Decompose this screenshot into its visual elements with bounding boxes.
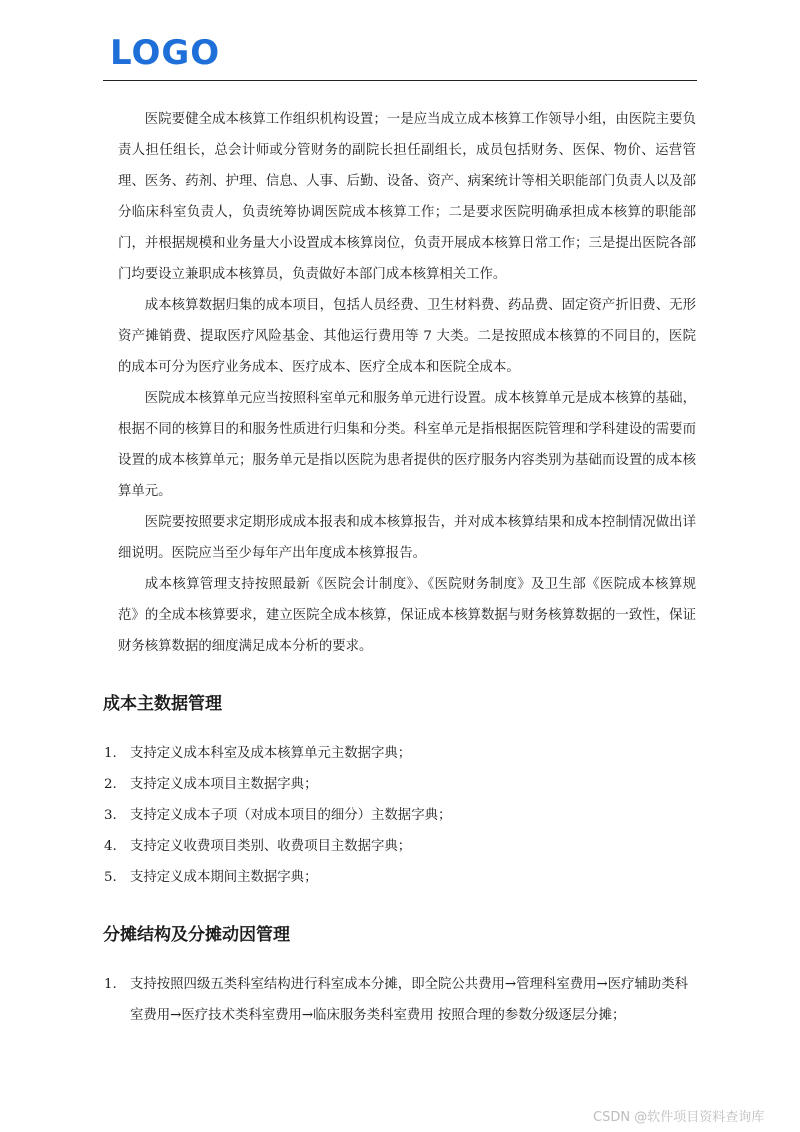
header-divider bbox=[103, 80, 697, 81]
list-item bbox=[104, 800, 696, 831]
section-list bbox=[104, 969, 696, 1031]
list-item-text: 支持按照四级五类科室结构进行科室成本分摊，即全院公共费用→管理科室费用→医疗辅助类科室费用→医疗技术类科室费用→临床服务类科室费用 按照合理的参数分级逐层分摊； bbox=[130, 977, 689, 1023]
list-item-text: 支持定义收费项目类别、收费项目主数据字典； bbox=[130, 839, 412, 854]
section-list bbox=[104, 738, 696, 893]
paragraph: 成本核算数据归集的成本项目，包括人员经费、卫生材料费、药品费、固定资产折旧费、无形资产摊销费、提取医疗风险基金、其他运行费用等 7 大类。二是按照成本核算的不同目的，医院的成本可分为医疗业务成本、医疗成本、医疗全成本和医院全成本。 bbox=[118, 298, 696, 375]
list-number: 3. bbox=[104, 808, 117, 823]
document-body bbox=[103, 104, 696, 1031]
list-item bbox=[104, 862, 696, 893]
list-item-text: 支持定义成本项目主数据字典； bbox=[130, 777, 318, 792]
logo: LOGO bbox=[110, 33, 221, 73]
paragraph: 医院要按照要求定期形成成本报表和成本核算报告，并对成本核算结果和成本控制情况做出详细说明。医院应当至少每年产出年度成本核算报告。 bbox=[118, 515, 696, 561]
paragraph: 成本核算管理支持按照最新《医院会计制度》、《医院财务制度》及卫生部《医院成本核算规范》的全成本核算要求，建立医院全成本核算，保证成本核算数据与财务核算数据的一致性，保证财务核算数据的细度满足成本分析的要求。 bbox=[118, 577, 696, 654]
watermark: CSDN @软件项目资料查询库 bbox=[593, 1110, 765, 1125]
paragraph: 医院成本核算单元应当按照科室单元和服务单元进行设置。成本核算单元是成本核算的基础，根据不同的核算目的和服务性质进行归集和分类。科室单元是指根据医院管理和学科建设的需要而设置的成本核算单元；服务单元是指以医院为患者提供的医疗服务内容类别为基础而设置的成本核算单元。 bbox=[118, 391, 696, 499]
list-number: 5. bbox=[104, 870, 117, 885]
section-heading: 分摊结构及分摊动因管理 bbox=[103, 925, 290, 945]
list-number: 1. bbox=[104, 977, 117, 992]
list-number: 4. bbox=[104, 839, 117, 854]
list-item bbox=[104, 738, 696, 769]
list-number: 1. bbox=[104, 746, 117, 761]
list-item-text: 支持定义成本子项（对成本项目的细分）主数据字典； bbox=[130, 808, 452, 823]
section-heading: 成本主数据管理 bbox=[103, 694, 222, 714]
list-item bbox=[104, 831, 696, 862]
list-item-text: 支持定义成本期间主数据字典； bbox=[130, 870, 318, 885]
paragraph: 医院要健全成本核算工作组织机构设置；一是应当成立成本核算工作领导小组，由医院主要负责人担任组长，总会计师或分管财务的副院长担任副组长，成员包括财务、医保、物价、运营管理、医务、药剂、护理、信息、人事、后勤、设备、资产、病案统计等相关职能部门负责人以及部分临床科室负责人，负责统筹协调医院成本核算工作；二是要求医院明确承担成本核算的职能部门，并根据规模和业务量大小设置成本核算岗位，负责开展成本核算日常工作；三是提出医院各部门均要设立兼职成本核算员，负责做好本部门成本核算相关工作。 bbox=[118, 112, 696, 282]
list-number: 2. bbox=[104, 777, 117, 792]
list-item bbox=[104, 769, 696, 800]
list-item bbox=[104, 969, 696, 1031]
list-item-text: 支持定义成本科室及成本核算单元主数据字典； bbox=[130, 746, 412, 761]
